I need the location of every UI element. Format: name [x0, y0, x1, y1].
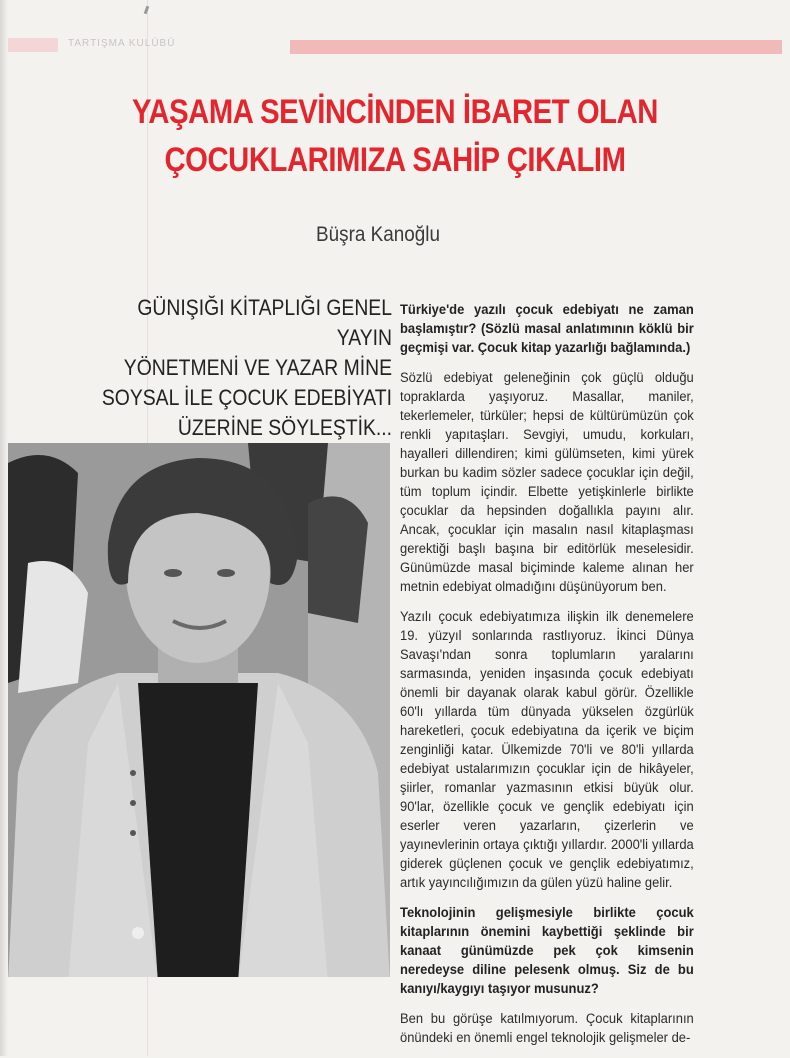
intro-deck — [82, 293, 392, 443]
article-title — [73, 88, 718, 184]
title-line-1: YAŞAMA SEVİNCİNDEN İBARET OLAN — [132, 93, 658, 131]
intro-line: SOYSAL İLE ÇOCUK EDEBİYATI — [101, 385, 392, 410]
scan-mark — [144, 6, 150, 15]
portrait-illustration — [8, 443, 390, 977]
header-accent-right — [290, 40, 782, 54]
title-line-2: ÇOCUKLARIMIZA SAHİP ÇIKALIM — [164, 141, 626, 179]
intro-line: GÜNIŞIĞI KİTAPLIĞI GENEL YAYIN — [137, 295, 392, 350]
section-label: TARTIŞMA KULÜBÜ — [68, 38, 176, 49]
answer-2-paragraph-1: Ben bu görüşe katılmıyorum. Çocuk kitaplarının önündeki en önemli engel teknolojik gelişmeler de- — [400, 1011, 694, 1045]
author-name: Büşra Kanoğlu — [316, 223, 440, 246]
intro-line: YÖNETMENİ VE YAZAR MİNE — [123, 355, 392, 380]
question-1: Türkiye'de yazılı çocuk edebiyatı ne zaman başlamıştır? (Sözlü masal anlatımının köklü bir geçmişi var. Çocuk kitap yazarlığı bağlamında.) — [400, 302, 694, 355]
page-edge — [0, 0, 8, 1056]
header-accent-left — [8, 38, 58, 52]
answer-1-paragraph-2: Yazılı çocuk edebiyatımıza ilişkin ilk denemelere 19. yüzyıl sonlarında rastlıyoruz. İkinci Dünya Savaşı'ndan sonra toplumların yaralarını sarmasında, yeniden inşasında çocuk edebiyatı önemli bir dayanak olarak kabul görür. Özellikle 60'lı yıllarda tüm dünyada yükselen özgürlük hareketleri, çocuk edebiyatına da içerik ve biçim zenginliği katar. Ülkemizde 70'li ve 80'li yıllarda edebiyat ustalarımızın çocuklar için de hikâyeler, şiirler, romanlar yazmasının etkisi büyük olur. 90'lar, özellikle çocuk ve gençlik edebiyatı için eserler veren yazarların, çizerlerin ve yayınevlerinin ortaya çıktığı yıllardır. 2000'li yıllarda giderek güçlenen çocuk ve gençlik edebiyatımız, artık yayıncılığımızın da gülen yüzü haline gelir. — [400, 609, 694, 890]
portrait-photo — [8, 443, 390, 977]
article-body — [400, 300, 694, 1058]
answer-1-paragraph-1: Sözlü edebiyat geleneğinin çok güçlü olduğu topraklarda yaşıyoruz. Masallar, maniler, tekerlemeler, türküler; hepsi de kültürümüzün çok renkli yapıtaşları. Sevgiyi, umudu, korkuları, hayalleri dillendiren; kimi gülümseten, kimi yürek burkan bu kadim sözler sadece çocuklar için değil, tüm toplum içindir. Elbette yetişkinlerle birlikte çocuklar da hepsinden doğallıkla payını alır. Ancak, çocuklar için masalın nasıl kitaplaşması gerektiği başlı başına bir editörlük meselesidir. Günümüzde masal biçiminde kaleme alınan her metnin edebiyat olmadığını düşünüyorum ben. — [400, 370, 694, 594]
intro-line: ÜZERİNE SÖYLEŞTİK... — [177, 415, 392, 440]
question-2: Teknolojinin gelişmesiyle birlikte çocuk kitaplarının önemini kaybettiği şeklinde bir kanaat günümüzde pek çok kimsenin neredeyse diline pelesenk olmuş. Siz de bu kanıyı/kaygıyı taşıyor musunuz? — [400, 905, 694, 996]
